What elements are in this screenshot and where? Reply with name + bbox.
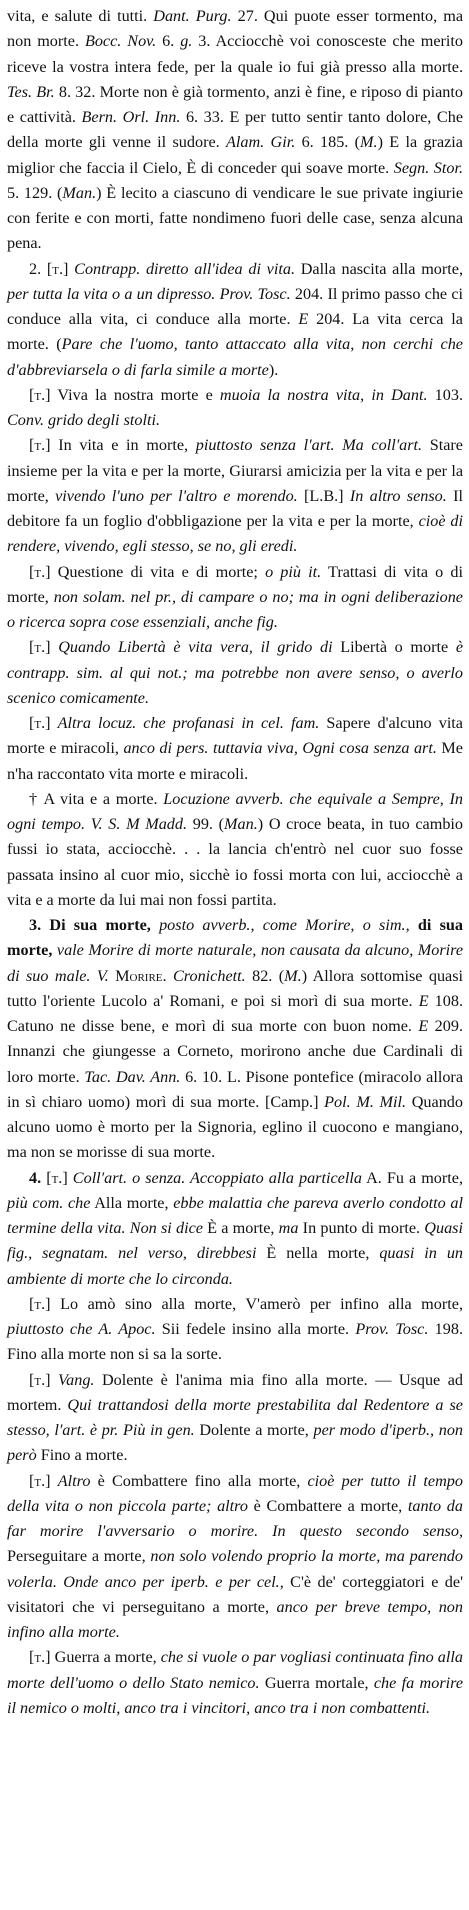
text-run: [: [29, 1294, 35, 1313]
italic-run: è contrapp. sim. al qui not.; ma potrebbe non avere senso, o averlo scenico comicamente.: [7, 638, 464, 707]
italic-run: quasi in un ambiente di morte che lo circonda.: [7, 1244, 464, 1288]
italic-run: E: [418, 1017, 429, 1035]
italic-run: piuttosto che A. Apoc.: [7, 1320, 156, 1338]
text-run: ] Lo amò sino alla morte, V'amerò per infino alla morte,: [45, 1294, 463, 1313]
text-run: ]: [45, 1370, 59, 1389]
smallcaps-run: t.: [34, 1294, 46, 1313]
text-run: ) È lecito a ciascuno di vendicare le sue private ingiurie con ferite e con morti, fatte nondimeno fuori delle case, senza alcuna pena.: [7, 183, 464, 253]
italic-run: per tutta la vita o a un dipresso.: [7, 284, 216, 303]
entry-paragraph-4: [7, 433, 463, 559]
italic-run: che si vuole o par vogliasi continuata fino alla morte dell'uomo o dello Stato nemico.: [7, 1648, 463, 1692]
bold-run: di sua morte,: [7, 916, 463, 960]
italic-run: Pol. M. Mil.: [324, 1092, 407, 1111]
text-run: Stare insieme per la vita e per la morte, Giurarsi amicizia per la vita e per la morte,: [7, 436, 463, 505]
italic-run: Segn. Stor.: [393, 158, 463, 177]
italic-run: non solo volendo proprio la morte, ma parendo volerla. Onde anco per iperb. e per cel.,: [7, 1547, 463, 1591]
italic-run: Bern. Orl. Inn.: [81, 108, 181, 126]
text-run: C'è de' corteggiatori e de' visitatori che vi perseguitano a morte,: [7, 1572, 463, 1616]
text-run: ]: [45, 1471, 58, 1490]
italic-run: cioè per tutto il tempo della vita o non piccola parte; altro: [7, 1471, 463, 1515]
smallcaps-run: t.: [51, 1168, 63, 1187]
italic-run: tanto da far morire l'avversario o morire. In questo secondo senso,: [7, 1496, 463, 1540]
text-run: [: [29, 562, 35, 581]
italic-run: Dant. Purg.: [153, 7, 232, 25]
italic-run: Bocc. Nov.: [84, 32, 157, 51]
entry-paragraph-8: [7, 787, 463, 913]
entry-paragraph-14: [7, 1645, 463, 1721]
text-run: ]: [63, 259, 75, 278]
text-run: ) O croce beata, in tuo cambio fussi io stata, acciocchè. . . la lancia ch'entrò nel cuor suo fosse passata insino al cuor mio, sicchè io fossi morta con lui, acciocchè a vita e a morte da lui mai non fossi partita.: [7, 815, 464, 909]
text-run: 209. Innanzi che giungesse a Corneto, morirono anche due Cardinali di loro morte.: [7, 1017, 464, 1086]
italic-run: Qui trattandosi della morte prestabilita dal Redentore a se stesso, l'art. è pr. Più in gen.: [7, 1395, 463, 1439]
text-run: 6. 185. (: [295, 133, 361, 152]
bold-run: 4.: [29, 1168, 47, 1187]
text-run: Dolente a morte,: [194, 1421, 314, 1439]
text-run: Trattasi di vita o di morte,: [7, 562, 463, 606]
text-run: In punto di morte.: [298, 1219, 425, 1237]
italic-run: Prov. Tosc.: [355, 1320, 429, 1338]
italic-run: M.: [360, 133, 378, 152]
entry-paragraph-1: [7, 4, 463, 257]
text-run: Alla morte,: [90, 1193, 174, 1212]
text-run: 27. Qui puote esser tormento, ma non morte.: [7, 7, 464, 51]
italic-run: piuttosto senza l'art. Ma coll'art.: [195, 436, 423, 455]
text-run: ] Questione di vita e di morte;: [45, 562, 266, 581]
italic-run: vivendo l'uno per l'altro e morendo.: [55, 486, 298, 505]
text-run: 8. 32. Morte non è già tormento, anzi è fine, e riposo di pianto e cattività.: [7, 82, 463, 126]
smallcaps-run: t.: [34, 638, 46, 657]
text-run: È a morte,: [202, 1219, 279, 1237]
text-run: 5. 129. (: [7, 183, 63, 202]
text-run: ]: [62, 1168, 73, 1187]
italic-run: Quando Libertà è vita vera, il grido di: [58, 638, 333, 657]
entry-paragraph-2: [7, 257, 463, 383]
text-run: ) E la grazia miglior che faccia il Cielo, È di conceder qui soave morte.: [7, 133, 463, 177]
entry-paragraph-11: [7, 1292, 463, 1368]
italic-run: Quasi fig., segnatam. nel verso, direbbesi: [7, 1219, 463, 1263]
text-run: vita, e salute di tutti.: [7, 7, 154, 25]
text-run: [: [29, 714, 35, 732]
italic-run: E: [418, 991, 429, 1010]
italic-run: Prov. Tosc.: [219, 284, 291, 303]
text-run: [: [29, 385, 35, 404]
text-run: Sapere d'alcuno vita morte e miracoli,: [7, 714, 463, 758]
italic-run: Altra locuz. che profanasi in cel. fam.: [57, 714, 320, 732]
text-run: Sii fedele insino alla morte.: [155, 1320, 356, 1338]
smallcaps-run: Morire.: [115, 966, 167, 985]
smallcaps-run: t.: [52, 259, 64, 278]
italic-run: o più it.: [265, 562, 322, 581]
text-run: ).: [268, 360, 279, 379]
text-run: è Combattere fino alla morte,: [90, 1471, 308, 1490]
italic-run: per modo d'iperb., non però: [7, 1421, 464, 1465]
text-run: 82. (: [245, 966, 285, 985]
smallcaps-run: t.: [34, 1648, 46, 1667]
entry-paragraph-12: [7, 1368, 463, 1469]
italic-run: Man.: [62, 183, 97, 202]
text-run: Guerra mortale,: [259, 1673, 374, 1692]
italic-run: Tac. Dav. Ann.: [84, 1067, 181, 1086]
entry-paragraph-10: [7, 1166, 463, 1292]
smallcaps-run: t.: [34, 1370, 46, 1389]
text-run: [: [29, 638, 35, 657]
italic-run: che fa morire il nemico o molti, anco tra i vincitori, anco tra i non combattenti.: [7, 1673, 463, 1717]
text-run: 6.: [156, 32, 181, 51]
text-run: È nella morte,: [256, 1244, 380, 1263]
italic-run: posto avverb., come Morire, o sim.,: [159, 916, 410, 934]
text-run: Il debitore fa un foglio d'obbligazione per la vita e per la morte,: [7, 486, 464, 530]
italic-run: più com. che: [7, 1193, 91, 1212]
italic-run: muoia la nostra vita, in Dant.: [219, 385, 428, 404]
italic-run: Man.: [224, 815, 258, 833]
text-run: [: [29, 436, 35, 455]
italic-run: anco di pers. tuttavia viva, Ogni cosa senza art.: [123, 739, 437, 758]
text-run: [: [29, 1648, 35, 1667]
text-run: 108. Catuno ne disse bene, e morì di sua morte con buon nome.: [7, 991, 464, 1035]
text-run: 2. [: [29, 259, 53, 278]
text-run: 99. (: [187, 815, 225, 833]
text-run: 204. Il primo passo che ci conduce alla vita, ci conduce alla morte.: [7, 284, 464, 328]
entry-paragraph-6: [7, 635, 463, 711]
entry-paragraph-7: [7, 711, 463, 787]
text-run: 6. 10. L. Pisone pontefice (miracolo allora in sì chiaro uomo) morì di sua morte. [Camp.]: [7, 1067, 463, 1111]
text-run: [: [29, 1370, 35, 1389]
text-run: Libertà o morte: [332, 638, 456, 657]
italic-run: Altro: [57, 1471, 91, 1490]
italic-run: In altro senso.: [349, 486, 447, 505]
smallcaps-run: t.: [34, 562, 46, 581]
text-run: ] In vita e in morte,: [45, 436, 196, 455]
text-run: Fino a morte.: [36, 1446, 128, 1465]
italic-run: Vang.: [58, 1370, 95, 1389]
text-run: [: [29, 1471, 35, 1490]
italic-run: Conv. grido degli stolti.: [7, 411, 161, 429]
text-run: Dalla nascita alla morte,: [295, 259, 464, 278]
italic-run: Alam. Gir.: [226, 133, 296, 152]
smallcaps-run: t.: [34, 385, 46, 404]
italic-run: Locuzione avverb. che equivale a Sempre, In ogni tempo. V. S. M Madd.: [7, 789, 463, 833]
smallcaps-run: t.: [34, 436, 46, 455]
text-run: Dolente è l'anima mia fino alla morte. — Usque ad mortem.: [7, 1370, 463, 1414]
italic-run: vale Morire di morte naturale, non causata da alcuno, Morire di suo male. V.: [7, 941, 463, 985]
entry-paragraph-13: [7, 1469, 463, 1646]
text-run: Me n'ha raccontato vita morte e miracoli.: [7, 739, 463, 783]
italic-run: Pare che l'uomo, tanto attaccato alla vita, non cerchi che d'abbreviarsela o di farla simile a morte: [7, 335, 463, 379]
text-run: è Combattere a morte,: [247, 1496, 408, 1515]
italic-run: ma: [278, 1219, 299, 1237]
entry-paragraph-9: [7, 913, 463, 1166]
text-run: 103.: [427, 385, 464, 404]
text-run: ]: [45, 714, 58, 732]
text-run: A. Fu a morte,: [361, 1168, 464, 1187]
text-run: ]: [45, 638, 59, 657]
text-run: ) Allora sottomise quasi tutto l'oriente Lucolo a' Romani, e poi si morì di sua morte.: [7, 966, 464, 1010]
text-run: [L.B.]: [297, 486, 350, 505]
entry-paragraph-3: [7, 383, 463, 434]
text-run: 198. Fino alla morte non si sa la sorte.: [7, 1320, 463, 1364]
italic-run: Tes. Br.: [7, 82, 55, 101]
italic-run: g.: [180, 32, 193, 51]
italic-run: anco per breve tempo, non infino alla morte.: [7, 1597, 463, 1641]
text-run: Quando alcuno uomo è morto per la Signoria, eglino il cuocono e mangiano, ma non se morisse di sua morte.: [7, 1092, 463, 1162]
text-run: † A vita e a morte.: [29, 789, 164, 808]
italic-run: Contrapp. diretto all'idea di vita.: [74, 259, 295, 278]
text-run: 204. La vita cerca la morte. (: [7, 310, 463, 354]
text-run: Perseguitare a morte,: [7, 1547, 151, 1566]
text-run: 3. Acciocchè voi conosceste che merito riceve la vostra intera fede, per la quale io fui già presso alla morte.: [7, 32, 463, 76]
entry-paragraph-5: [7, 560, 463, 636]
smallcaps-run: t.: [34, 1471, 46, 1490]
italic-run: Cronichett.: [173, 966, 246, 985]
italic-run: E: [298, 310, 309, 328]
italic-run: Coll'art. o senza. Accoppiato alla particella: [72, 1168, 362, 1187]
smallcaps-run: t.: [34, 714, 46, 732]
text-run: ] Guerra a morte,: [45, 1648, 161, 1667]
italic-run: cioè di rendere, vivendo, egli stesso, se no, gli eredi.: [7, 512, 463, 556]
bold-run: 3. Di sua morte,: [29, 916, 160, 934]
text-run: [: [46, 1168, 52, 1187]
italic-run: non solam. nel pr., di campare o no; ma in ogni deliberazione o ricerca sopra cose essenziali, anche fig.: [7, 587, 463, 631]
italic-run: M.: [284, 966, 302, 985]
italic-run: ebbe malattia che pareva averlo condotto al termine della vita. Non si dice: [7, 1193, 464, 1237]
text-run: ] Viva la nostra morte e: [45, 385, 220, 404]
text-run: 6. 33. E per tutto sentir tanto dolore, Che della morte gli venne il sudore.: [7, 108, 464, 152]
